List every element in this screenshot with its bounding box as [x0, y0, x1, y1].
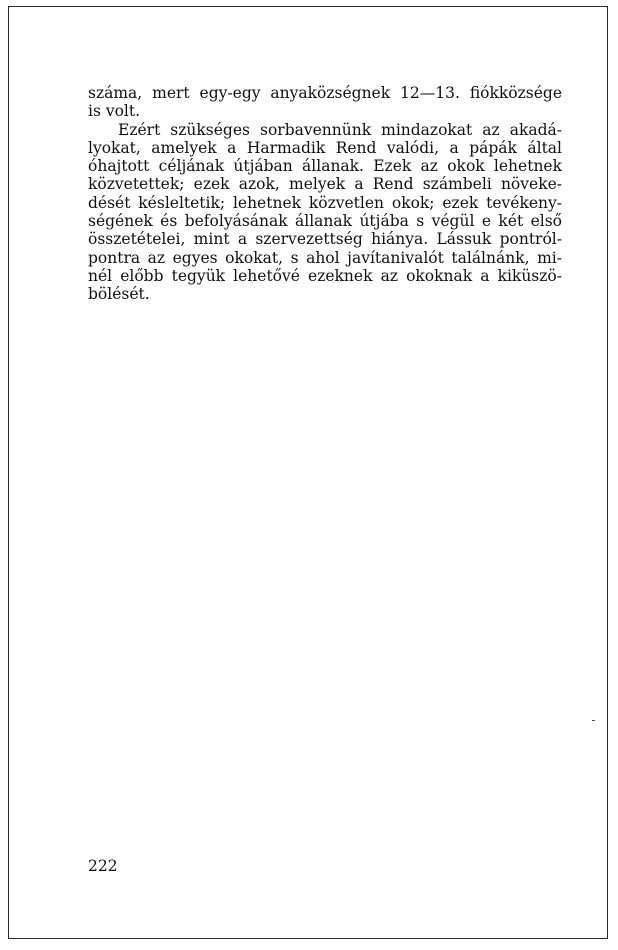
text-line: közvetettek; ezek azok, melyek a Rend számbeli növeke-: [88, 175, 562, 194]
page-number: 222: [88, 857, 118, 875]
text-line: pontra az egyes okokat, s ahol javítanivalót találnánk, mi-: [88, 248, 562, 267]
text-line: bölését.: [88, 285, 150, 304]
body-text: [88, 84, 562, 304]
text-line: Ezért szükséges sorbavennünk mindazokat az akadá-: [118, 120, 562, 139]
text-line: összetételei, mint a szervezettség hiánya. Lássuk pontról-: [88, 230, 562, 249]
text-line: dését késleltetik; lehetnek közvetlen okok; ezek tevékeny-: [88, 193, 562, 212]
text-line: is volt.: [88, 102, 141, 121]
text-line: lyokat, amelyek a Harmadik Rend valódi, a pápák által: [88, 138, 562, 157]
text-line: óhajtott céljának útjában állanak. Ezek az okok lehetnek: [88, 157, 562, 176]
text-line: nél előbb tegyük lehetővé ezeknek az okoknak a kiküszö-: [88, 266, 562, 285]
text-line: száma, mert egy-egy anyaközségnek 12—13. fiókközsége: [88, 84, 562, 102]
text-line: ségének és befolyásának állanak útjába s végül e két első: [88, 212, 562, 231]
scan-speck: [592, 720, 595, 721]
